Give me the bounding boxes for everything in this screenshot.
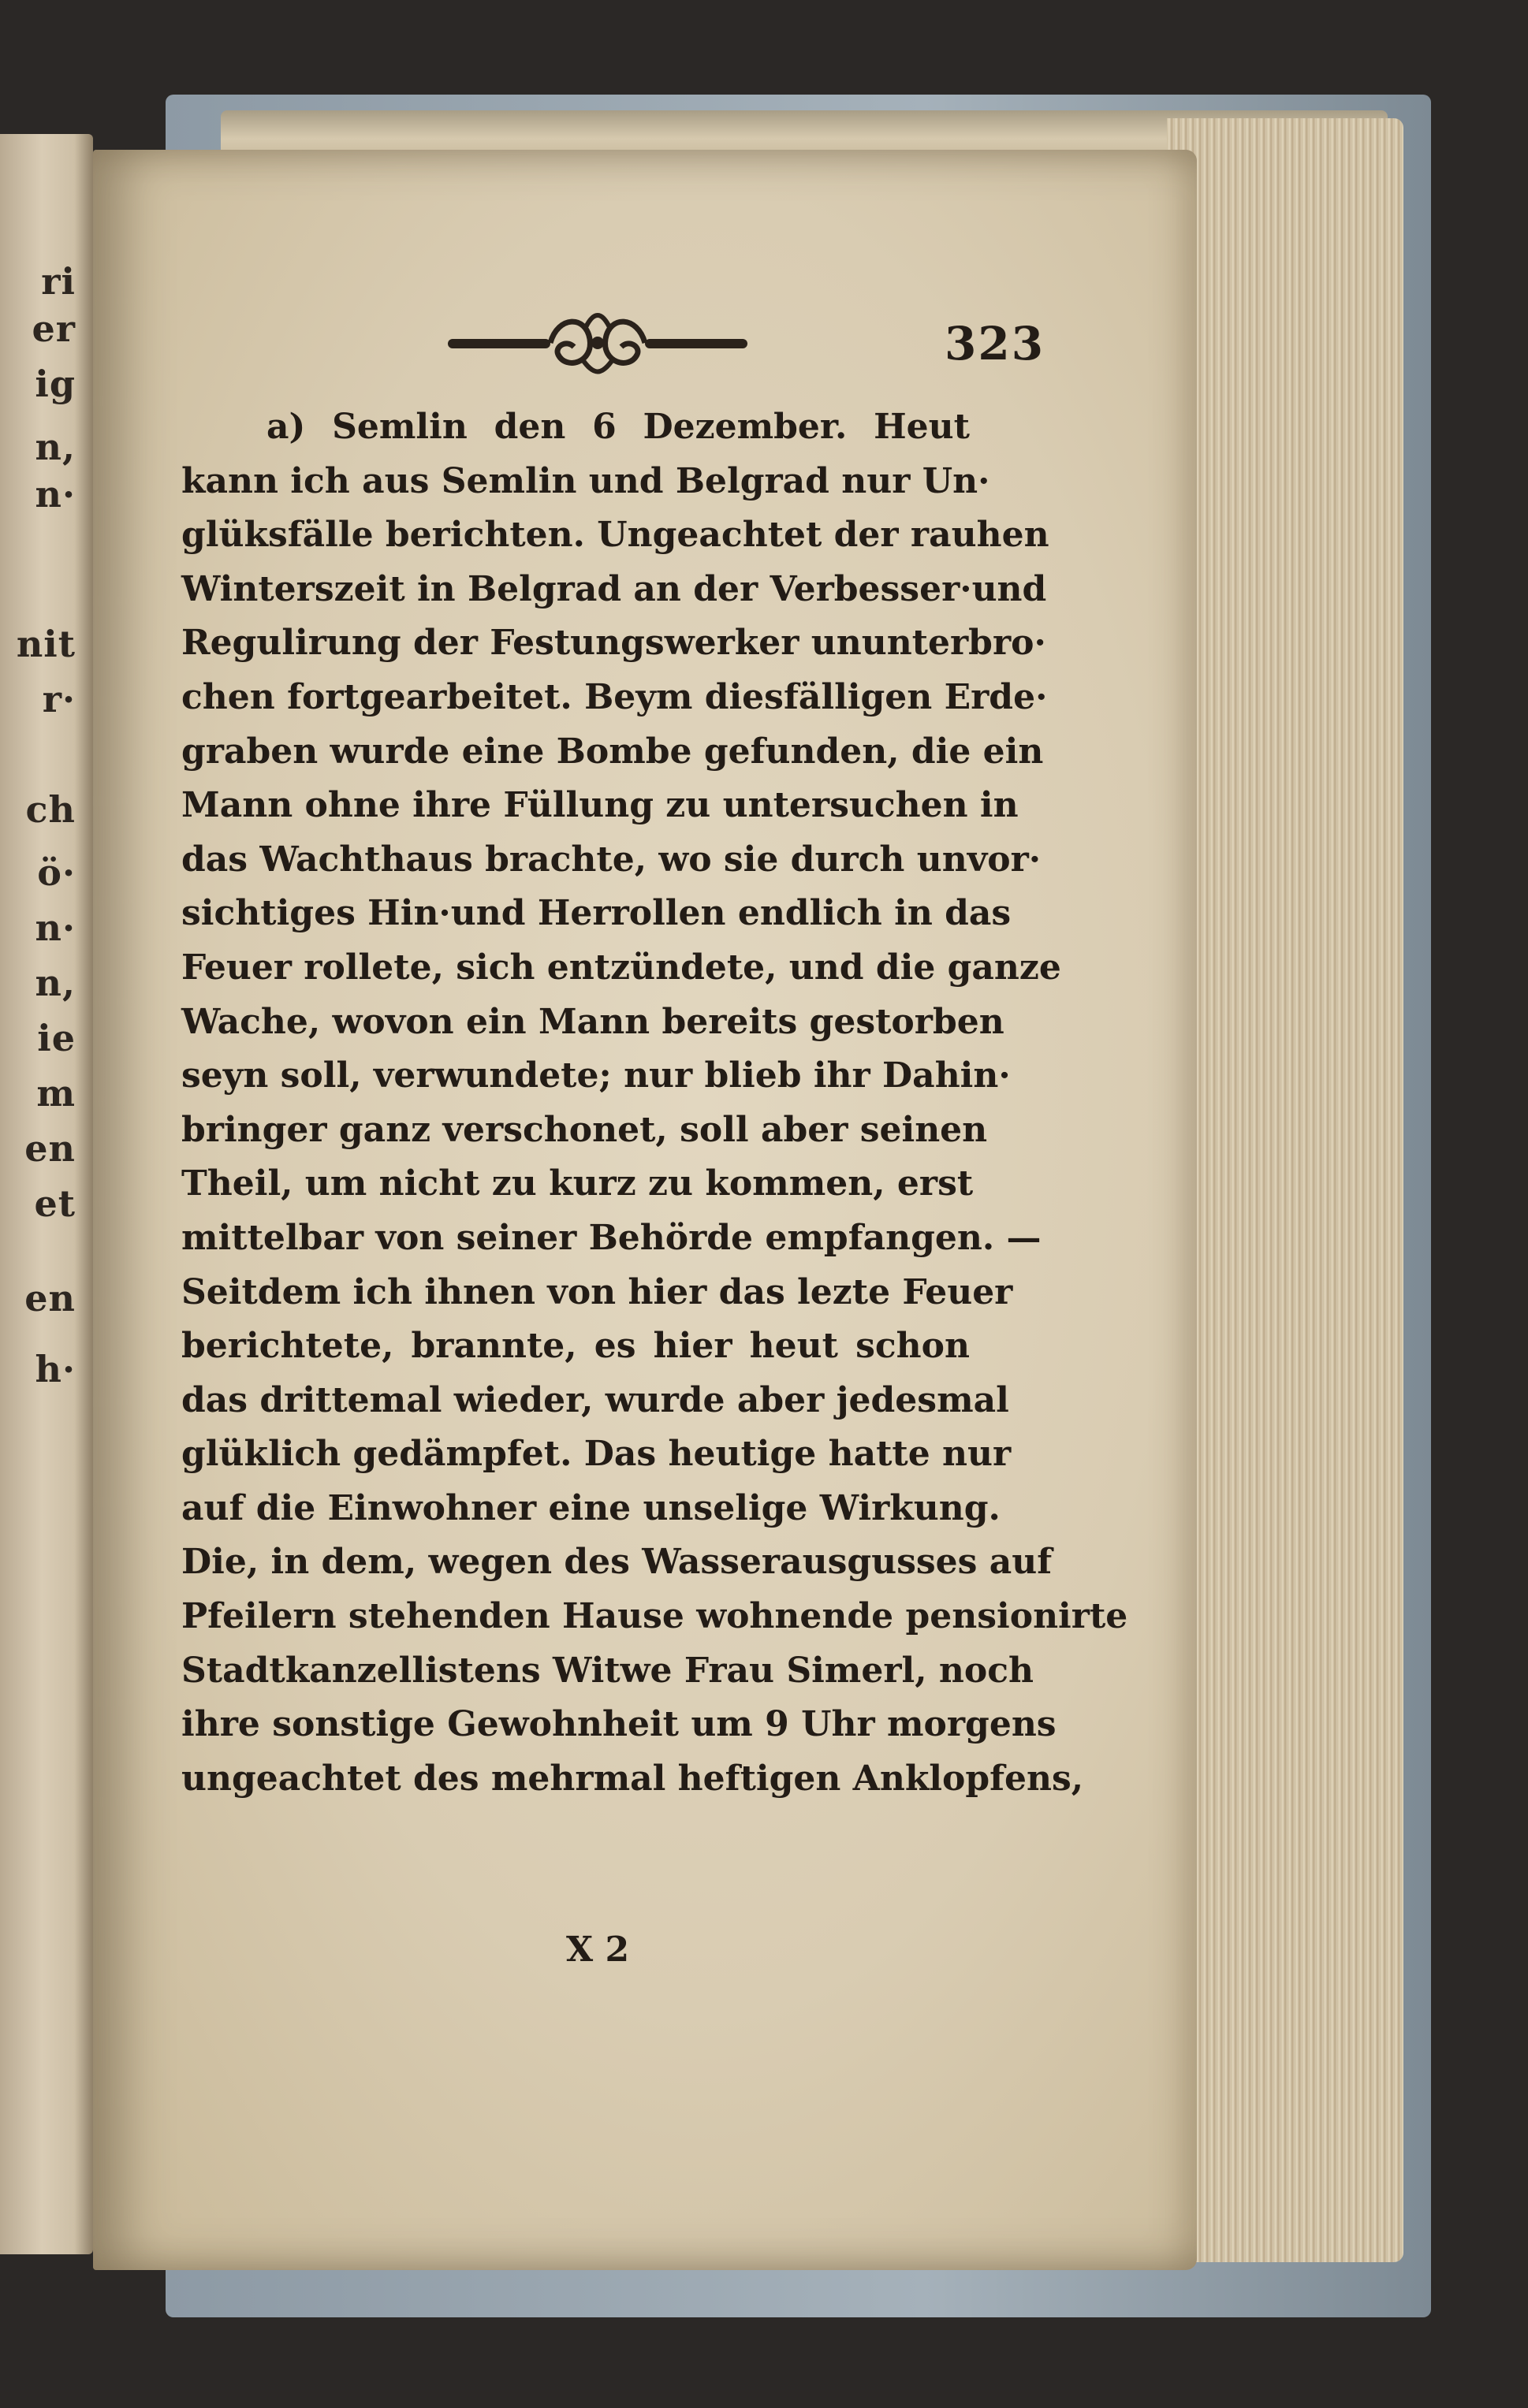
page-number: 323: [945, 317, 1045, 370]
body-text: [181, 400, 1128, 1806]
left-page-fragment: ie: [37, 1017, 76, 1059]
left-page-fragment: ig: [35, 363, 76, 405]
text-line: ungeachtet des mehrmal heftigen Anklopfens,: [181, 1758, 1084, 1799]
left-page-fragment: n·: [35, 906, 76, 949]
signature-mark: X 2: [566, 1930, 630, 1970]
text-line: glüklich gedämpfet. Das heutige hatte nur: [181, 1434, 1012, 1475]
left-page-fragment: n,: [35, 426, 76, 468]
text-line: Theil, um nicht zu kurz zu kommen, erst: [181, 1163, 974, 1204]
text-line: berichtete, brannte, es hier heut schon: [181, 1326, 970, 1367]
left-page-fragment: er: [32, 307, 76, 350]
text-line: bringer ganz verschonet, soll aber seinen: [181, 1109, 988, 1150]
text-line: Pfeilern stehenden Hause wohnende pensionirte: [181, 1596, 1128, 1637]
left-page-fragment: n,: [35, 962, 76, 1004]
left-page-fragment: ri: [41, 260, 76, 303]
left-page-fragment: nit: [16, 623, 76, 665]
text-line: Wache, wovon ein Mann bereits gestorben: [181, 1001, 1004, 1042]
left-page-fragment: en: [24, 1277, 76, 1319]
text-line: Feuer rollete, sich entzündete, und die ganze: [181, 947, 1061, 988]
text-line: chen fortgearbeitet. Beym diesfälligen Erde·: [181, 676, 1048, 717]
left-page-fragment: n·: [35, 473, 76, 515]
left-page-fragment: ö·: [37, 851, 76, 894]
text-line: Regulirung der Festungswerker ununterbro·: [181, 623, 1046, 664]
text-line: das Wachthaus brachte, wo sie durch unvor·: [181, 839, 1042, 880]
left-page-fragment: r·: [42, 678, 76, 720]
text-line: glüksfälle berichten. Ungeachtet der rauhen: [181, 515, 1049, 556]
left-page-fragment: m: [36, 1072, 76, 1115]
left-page-fragment: ch: [25, 788, 76, 831]
text-line: ihre sonstige Gewohnheit um 9 Uhr morgens: [181, 1704, 1057, 1745]
text-line: mittelbar von seiner Behörde empfangen. —: [181, 1217, 1042, 1258]
left-page-fragment: h·: [35, 1348, 76, 1390]
left-page-fragment: en: [24, 1127, 76, 1170]
text-line: sichtiges Hin·und Herrollen endlich in das: [181, 893, 1012, 934]
text-line: auf die Einwohner eine unselige Wirkung.: [181, 1487, 1001, 1528]
right-page: [93, 150, 1197, 2270]
left-page: [0, 134, 93, 2254]
page-block-edges: [1167, 118, 1403, 2262]
text-line: das drittemal wieder, wurde aber jedesmal: [181, 1379, 1009, 1420]
text-line: Winterszeit in Belgrad an der Verbesser·und: [181, 568, 1047, 609]
text-line: kann ich aus Semlin und Belgrad nur Un·: [181, 460, 990, 501]
text-line: Die, in dem, wegen des Wasserausgusses auf: [181, 1542, 1053, 1583]
text-line: Seitdem ich ihnen von hier das lezte Feuer: [181, 1271, 1013, 1312]
left-page-fragment: et: [34, 1182, 76, 1225]
text-line: a) Semlin den 6 Dezember. Heut: [266, 407, 970, 447]
header-ornament: [440, 303, 755, 382]
text-line: graben wurde eine Bombe gefunden, die ein: [181, 731, 1044, 772]
text-line: seyn soll, verwundete; nur blieb ihr Dahin·: [181, 1055, 1011, 1096]
text-line: Stadtkanzellistens Witwe Frau Simerl, noch: [181, 1650, 1034, 1691]
text-line: Mann ohne ihre Füllung zu untersuchen in: [181, 785, 1019, 826]
